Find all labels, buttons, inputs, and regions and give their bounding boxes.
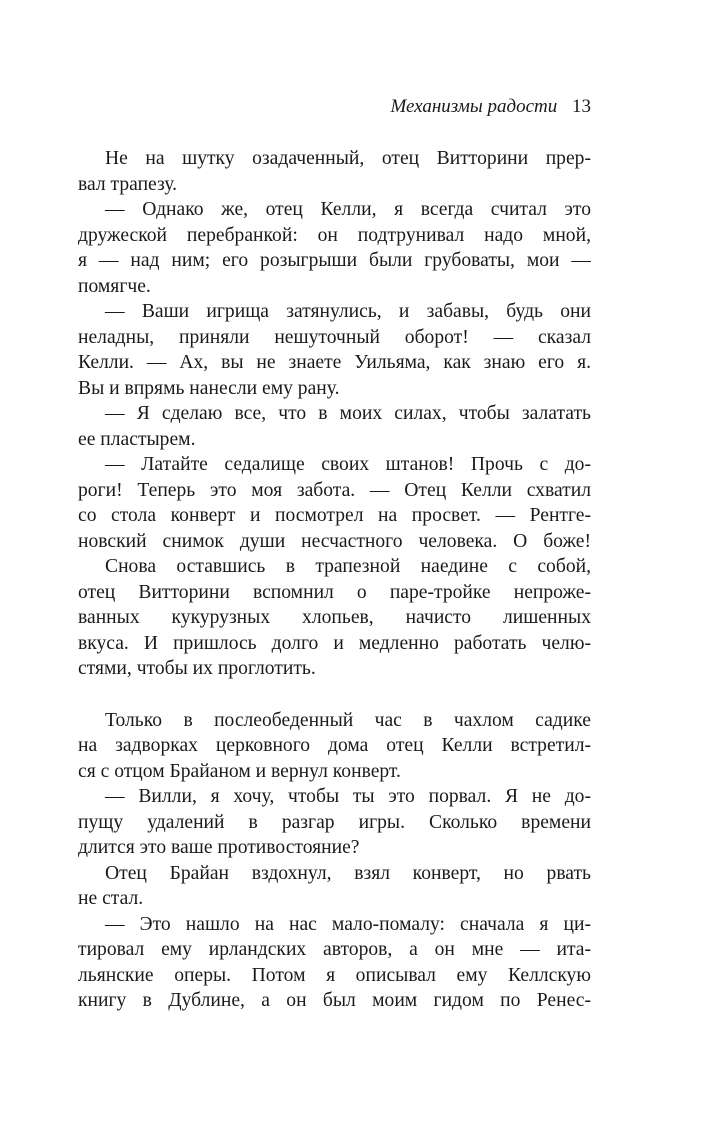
text-line: — Я сделаю все, что в моих силах, чтобы залатать — [105, 403, 591, 424]
text-line: пущу удалений в разгар игры. Сколько времени — [78, 811, 591, 833]
text-line: Снова оставшись в трапезной наедине с собой, — [105, 556, 591, 577]
text-line: ее пластырем. — [78, 428, 196, 450]
text-line: неладны, приняли нешуточный оборот! — сказал — [78, 326, 591, 348]
text-line: не стал. — [78, 888, 144, 909]
text-line: вкуса. И пришлось долго и медленно работать челю- — [78, 632, 591, 654]
text-line: отец Витторини вспомнил о паре-тройке непроже- — [78, 581, 591, 603]
text-line: роги! Теперь это моя забота. — Отец Келли схватил — [78, 479, 591, 501]
text-line: — Ваши игрища затянулись, и забавы, будь они — [105, 301, 591, 322]
text-line: ванных кукурузных хлопьев, начисто лишенных — [78, 607, 591, 628]
section-break — [78, 682, 591, 708]
text-line: льянские оперы. Потом я описывал ему Келлскую — [78, 964, 591, 986]
text-line: помягче. — [78, 275, 151, 297]
text-line: ся с отцом Брайаном и вернул конверт. — [78, 760, 401, 782]
text-line: Не на шутку озадаченный, отец Витторини прер- — [105, 148, 591, 169]
page-number: 13 — [572, 96, 591, 117]
text-line: новский снимок души несчастного человека. О боже! — [78, 530, 591, 552]
text-line: книгу в Дублине, а он был моим гидом по Ренес- — [78, 990, 591, 1011]
text-line: Отец Брайан вздохнул, взял конверт, но рвать — [105, 862, 591, 884]
text-line: — Латайте седалище своих штанов! Прочь с до- — [105, 454, 591, 475]
text-line: Вы и впрямь нанесли ему рану. — [78, 377, 340, 399]
running-header — [390, 96, 591, 118]
text-line: — Вилли, я хочу, чтобы ты это порвал. Я не до- — [105, 786, 591, 807]
text-line: длится это ваше противостояние? — [78, 837, 360, 858]
text-line: тировал ему ирландских авторов, а он мне — ита- — [78, 939, 591, 960]
text-line: я — над ним; его розыгрыши были грубоваты, мои — — [78, 250, 591, 271]
text-line: дружеской перебранкой: он подтрунивал надо мной, — [78, 224, 591, 246]
body-text — [78, 146, 591, 1014]
text-line: Только в послеобеденный час в чахлом садике — [105, 709, 591, 731]
chapter-title: Механизмы радости — [390, 96, 558, 117]
text-line: вал трапезу. — [78, 173, 178, 195]
text-line: со стола конверт и посмотрел на просвет. — Рентге- — [78, 505, 591, 526]
text-line: — Однако же, отец Келли, я всегда считал это — [105, 199, 591, 220]
text-line: — Это нашло на нас мало-помалу: сначала я ци- — [105, 913, 591, 935]
text-line: стями, чтобы их проглотить. — [78, 658, 316, 679]
text-line: Келли. — Ах, вы не знаете Уильяма, как знаю его я. — [78, 352, 591, 373]
text-line: на задворках церковного дома отец Келли встретил- — [78, 735, 591, 756]
